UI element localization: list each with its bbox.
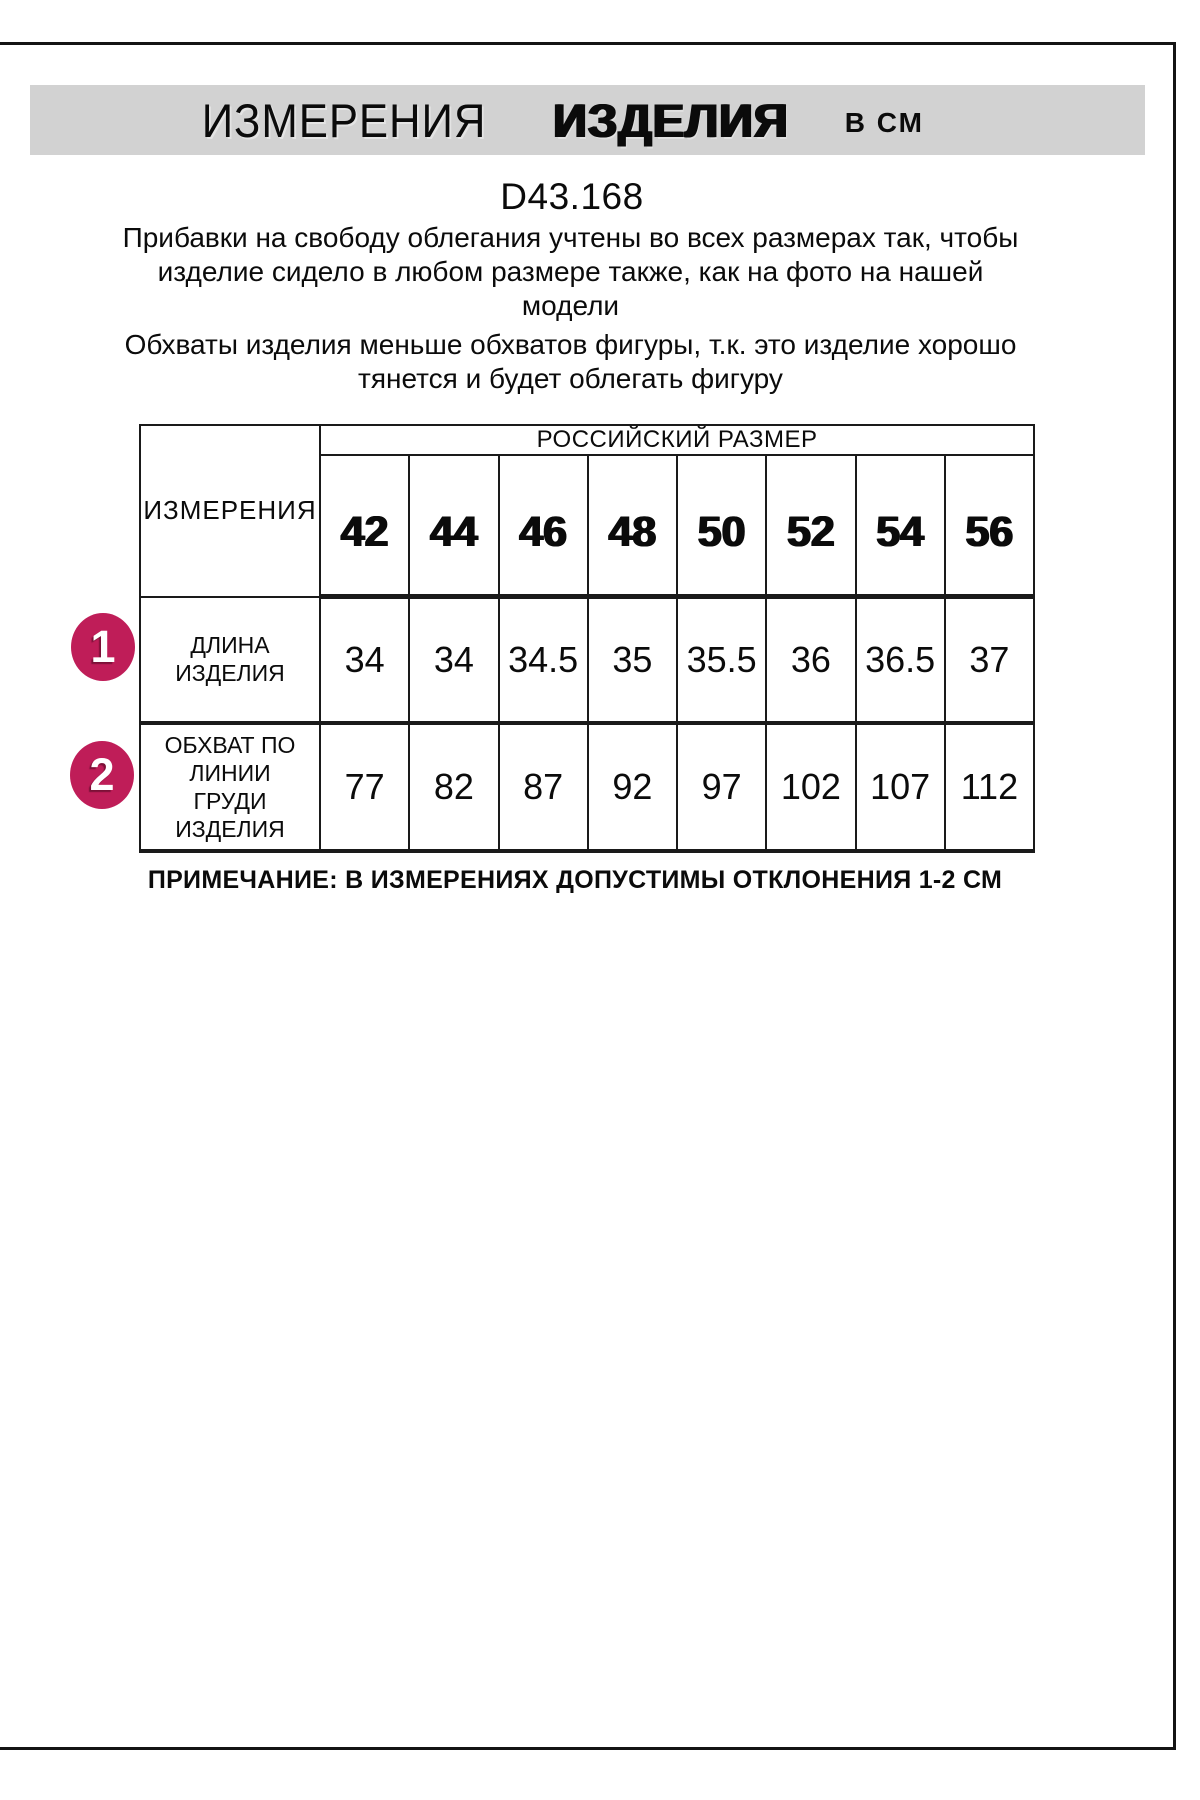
row-marker-2-badge — [70, 741, 134, 809]
measure-value-cell: 36.5 — [856, 597, 945, 724]
size-col-header: 50 — [677, 455, 766, 597]
paragraph-stretch-note: Обхваты изделия меньше обхватов фигуры, т.к. это изделие хорошо тянется и будет облегать фигуру — [124, 329, 1017, 394]
row-marker-1-badge — [71, 613, 135, 681]
table-row-length — [140, 597, 1034, 724]
measure-value-cell: 34 — [409, 597, 498, 724]
model-code: D43.168 — [500, 176, 644, 217]
measure-value-cell: 82 — [409, 723, 498, 851]
measure-value-cell: 107 — [856, 723, 945, 851]
measure-value-cell: 92 — [588, 723, 677, 851]
table-row-chest — [140, 723, 1034, 851]
measure-value-cell: 77 — [320, 723, 409, 851]
measure-value-cell: 35 — [588, 597, 677, 724]
size-col-header: 44 — [409, 455, 498, 597]
size-col-header: 56 — [945, 455, 1034, 597]
paragraph-ease-note: Прибавки на свободу облегания учтены во всех размерах так, чтобы изделие сидело в любом размере также, как на фото на нашей модели — [122, 222, 1019, 321]
title-word-product: ИЗДЕЛИЯ — [553, 93, 789, 147]
measure-value-cell: 37 — [945, 597, 1034, 724]
tolerance-note: ПРИМЕЧАНИЕ: В ИЗМЕРЕНИЯХ ДОПУСТИМЫ ОТКЛОНЕНИЯ 1-2 СМ — [147, 866, 1003, 894]
measure-value-cell: 87 — [499, 723, 588, 851]
measure-value-cell: 34.5 — [499, 597, 588, 724]
measure-value-cell: 34 — [320, 597, 409, 724]
row-label-length: ДЛИНА ИЗДЕЛИЯ — [140, 597, 320, 724]
measure-value-cell: 36 — [766, 597, 855, 724]
size-col-header: 48 — [588, 455, 677, 597]
size-col-header: 42 — [320, 455, 409, 597]
title-bar — [30, 85, 1145, 155]
measure-value-cell: 102 — [766, 723, 855, 851]
size-table — [139, 424, 1035, 853]
measure-value-cell: 112 — [945, 723, 1034, 851]
title-word-measurements: ИЗМЕРЕНИЯ — [201, 93, 487, 147]
title-unit-cm: В СМ — [844, 107, 924, 138]
row-marker-2-number: 2 — [89, 749, 115, 800]
size-col-header: 46 — [499, 455, 588, 597]
row-marker-1-number: 1 — [90, 621, 116, 672]
table-group-header: РОССИЙСКИЙ РАЗМЕР — [320, 425, 1034, 455]
table-corner-label: ИЗМЕРЕНИЯ — [140, 425, 320, 597]
table-group-header-row — [140, 425, 1034, 455]
size-col-header: 54 — [856, 455, 945, 597]
size-col-header: 52 — [766, 455, 855, 597]
row-label-chest: ОБХВАТ ПО ЛИНИИ ГРУДИ ИЗДЕЛИЯ — [140, 723, 320, 851]
measure-value-cell: 97 — [677, 723, 766, 851]
measure-value-cell: 35.5 — [677, 597, 766, 724]
